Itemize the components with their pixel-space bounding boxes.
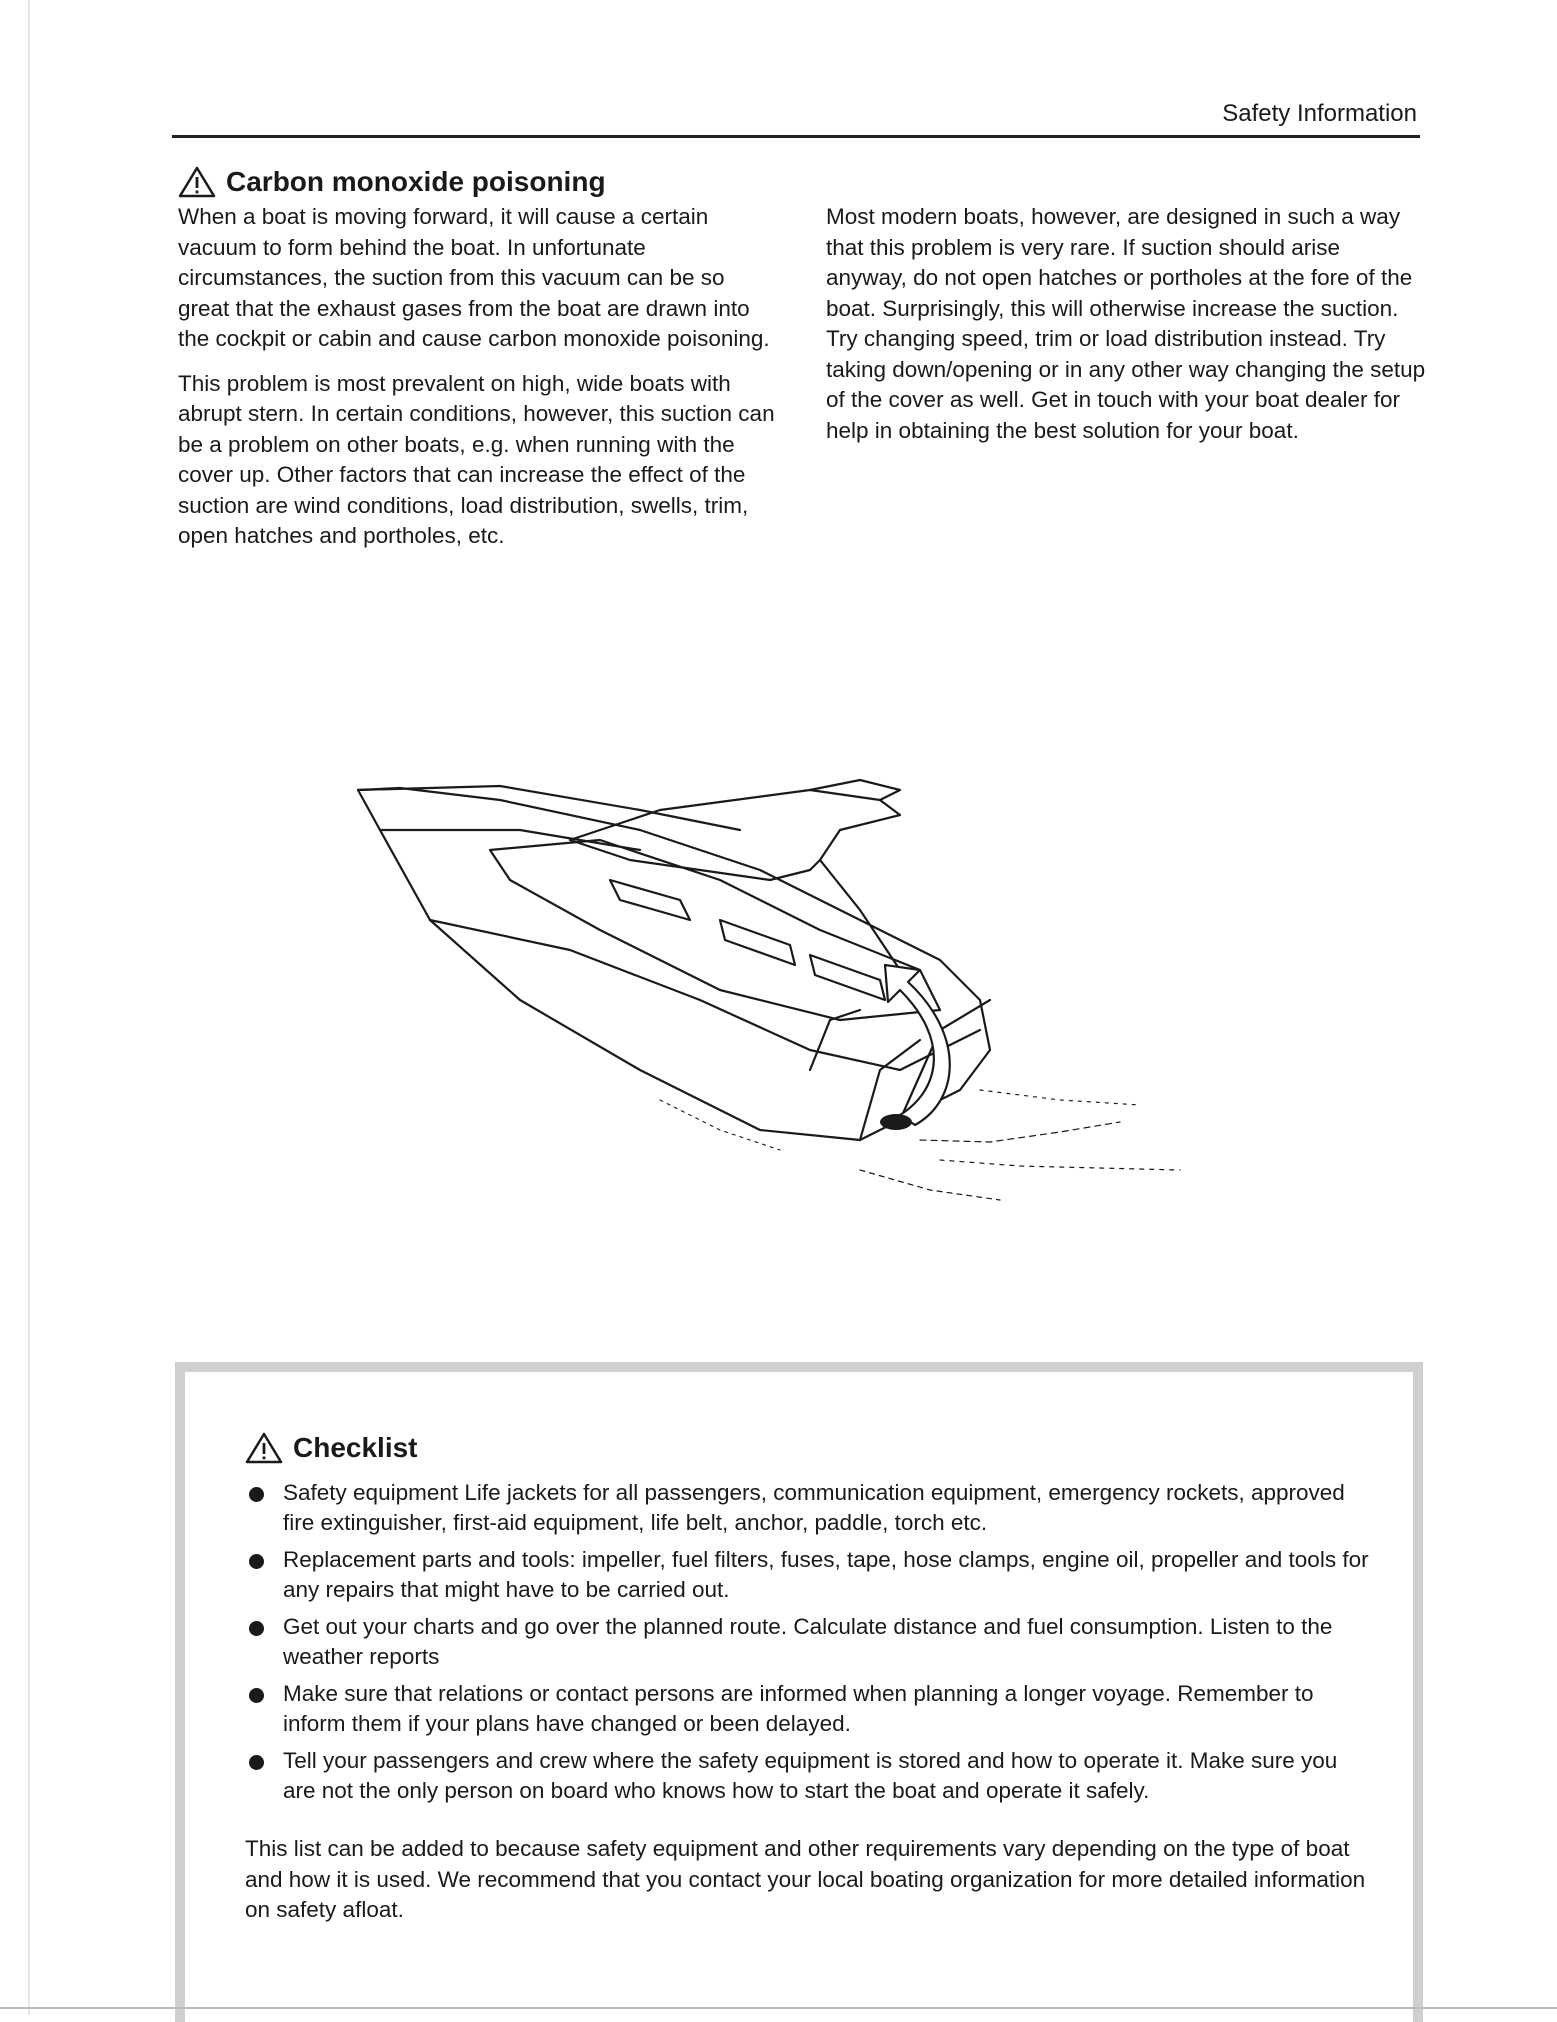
checklist-title	[245, 1432, 418, 1464]
list-item	[245, 1478, 1375, 1538]
bullet-icon	[249, 1688, 264, 1703]
list-item	[245, 1612, 1375, 1672]
running-header: Safety Information	[1222, 100, 1417, 127]
checklist-title-text: Checklist	[293, 1432, 418, 1463]
bullet-icon	[249, 1554, 264, 1569]
section-title	[178, 166, 606, 198]
section-title-text: Carbon monoxide poisoning	[226, 166, 606, 197]
list-item	[245, 1679, 1375, 1739]
checklist-note: This list can be added to because safety equipment and other requirements vary depending on the type of boat and how it is used. We recommend that you contact your local boating organization for more detailed information on safety afloat.	[245, 1836, 1366, 1922]
co-paragraph: Most modern boats, however, are designed in such a way that this problem is very rare. If suction should arise anyway, do not open hatches or portholes at the fore of the boat. Surprisingly, this will otherwise increase the suction. Try changing speed, trim or load distribution instead. Try taking down/opening or in any other way changing the setup of the cover as well. Get in touch with your boat dealer for help in obtaining the best solution for your boat.	[826, 204, 1426, 443]
co-left-column	[178, 202, 778, 566]
list-item-text: Replacement parts and tools: impeller, fuel filters, fuses, tape, hose clamps, engine oil, propeller and tools for any repairs that might have to be carried out.	[283, 1547, 1369, 1602]
co-paragraph: This problem is most prevalent on high, wide boats with abrupt stern. In certain conditions, however, this suction can be a problem on other boats, e.g. when running with the cover up. Other factors that can increase the effect of the suction are wind conditions, load distribution, swells, trim, open hatches and portholes, etc.	[178, 370, 775, 548]
co-right-column	[826, 202, 1426, 460]
list-item-text: Tell your passengers and crew where the safety equipment is stored and how to operate it. Make sure you are not the only person on board who knows how to start the boat and operate it safely.	[283, 1748, 1338, 1803]
page-edge	[28, 0, 30, 2015]
bullet-icon	[249, 1621, 264, 1636]
list-item-text: Get out your charts and go over the planned route. Calculate distance and fuel consumption. Listen to the weather reports	[283, 1614, 1333, 1669]
boat-exhaust-illustration	[340, 770, 1240, 1250]
list-item	[245, 1746, 1375, 1806]
boat-wake	[920, 1122, 1120, 1142]
list-item-text: Make sure that relations or contact persons are informed when planning a longer voyage. Remember to inform them if your plans have changed or been delayed.	[283, 1681, 1314, 1736]
bullet-icon	[249, 1755, 264, 1770]
warning-icon	[245, 1432, 283, 1464]
bullet-icon	[249, 1487, 264, 1502]
list-item-text: Safety equipment Life jackets for all passengers, communication equipment, emergency rockets, approved fire extinguisher, first-aid equipment, life belt, anchor, paddle, torch etc.	[283, 1480, 1345, 1535]
list-item	[245, 1545, 1375, 1605]
checklist-box	[175, 1362, 1423, 2022]
boat-hardtop	[570, 790, 900, 880]
checklist-items	[245, 1478, 1375, 1813]
warning-icon	[178, 166, 216, 198]
header-rule	[172, 135, 1420, 138]
bottom-rule	[0, 2007, 1557, 2009]
co-paragraph: When a boat is moving forward, it will cause a certain vacuum to form behind the boat. In unfortunate circumstances, the suction from this vacuum can be so great that the exhaust gases from the boat are drawn into the cockpit or cabin and cause carbon monoxide poisoning.	[178, 204, 770, 351]
exhaust-arrow	[885, 965, 950, 1125]
